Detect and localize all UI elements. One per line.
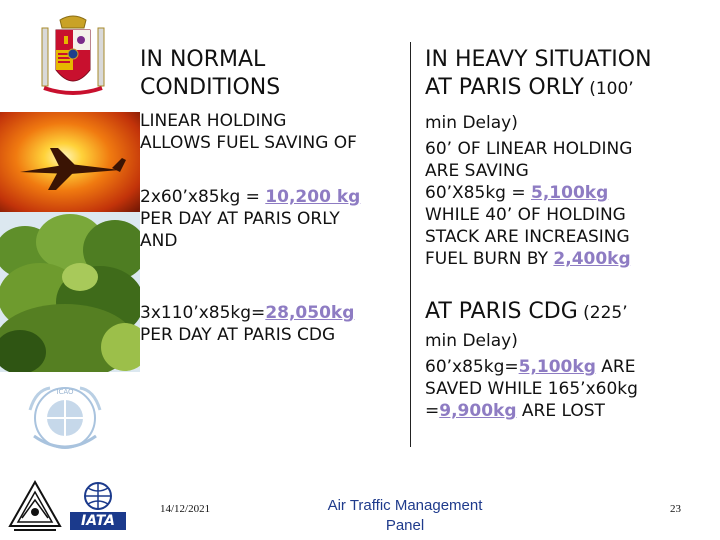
left-paragraph-1: [140, 110, 357, 154]
right-line9-value: 2,400kg: [553, 249, 631, 269]
icao-logo-text: ICAO: [56, 388, 74, 396]
left-p1-line1: LINEAR HOLDING: [140, 111, 287, 131]
footer-title: [300, 496, 510, 536]
footer-date: 14/12/2021: [160, 503, 211, 515]
right-cdg-delay: (225’: [577, 303, 628, 323]
left-p3-prefix: 3x110’x85kg=: [140, 303, 266, 323]
right-heading-line1: IN HEAVY SITUATION: [425, 47, 652, 72]
left-p2-line3: AND: [140, 231, 178, 251]
right-line3: min Delay): [425, 113, 518, 133]
iata-logo-text: IATA: [80, 513, 115, 529]
right-cdg-line3-prefix: 60’x85kg=: [425, 357, 519, 377]
left-p2-value: 10,200 kg: [265, 187, 361, 207]
left-p3-value: 28,050kg: [265, 303, 355, 323]
icao-logo: [20, 380, 110, 462]
iata-logo: [68, 480, 128, 532]
left-p2-prefix: 2x60’x85kg =: [140, 187, 266, 207]
column-divider: [410, 42, 411, 447]
right-cdg-line4: SAVED WHILE 165’x60kg: [425, 379, 638, 399]
right-line8: STACK ARE INCREASING: [425, 227, 630, 247]
right-heading-delay: (100’: [583, 79, 634, 99]
right-heading: [425, 46, 652, 103]
coat-of-arms-logo: [38, 14, 108, 99]
left-p1-line2: ALLOWS FUEL SAVING OF: [140, 133, 357, 153]
right-cdg-line5-value: 9,900kg: [439, 401, 517, 421]
footer-title-line2: Panel: [385, 517, 425, 534]
right-heading-line2: AT PARIS ORLY: [425, 75, 584, 100]
right-cdg-body: [425, 330, 638, 422]
right-orly-body: [425, 112, 632, 270]
right-cdg-line3-value: 5,100kg: [518, 357, 596, 377]
sunset-airplane-image: [0, 112, 140, 212]
right-cdg-heading: [425, 298, 628, 327]
right-line6-prefix: 60’X85kg =: [425, 183, 532, 203]
right-cdg-line2: min Delay): [425, 331, 518, 351]
left-heading: [140, 46, 280, 102]
right-cdg-line3-suffix: ARE: [595, 357, 636, 377]
ifatca-logo: [6, 478, 64, 536]
right-line9-prefix: FUEL BURN BY: [425, 249, 554, 269]
right-line7: WHILE 40’ OF HOLDING: [425, 205, 626, 225]
left-p3-line2: PER DAY AT PARIS CDG: [140, 325, 336, 345]
footer-title-line1: Air Traffic Management: [327, 497, 483, 514]
right-cdg-heading-text: AT PARIS CDG: [425, 299, 578, 324]
right-line5: ARE SAVING: [425, 161, 529, 181]
left-paragraph-3: [140, 302, 354, 346]
forest-image: [0, 212, 140, 372]
left-heading-line1: IN NORMAL: [140, 47, 266, 72]
left-paragraph-2: [140, 186, 360, 252]
right-line4: 60’ OF LINEAR HOLDING: [425, 139, 633, 159]
left-p2-line2: PER DAY AT PARIS ORLY: [140, 209, 340, 229]
left-heading-line2: CONDITIONS: [140, 75, 281, 100]
right-cdg-line5-prefix: =: [425, 401, 440, 421]
right-line6-value: 5,100kg: [531, 183, 609, 203]
footer-page-number: 23: [670, 503, 681, 515]
right-cdg-line5-suffix: ARE LOST: [516, 401, 605, 421]
